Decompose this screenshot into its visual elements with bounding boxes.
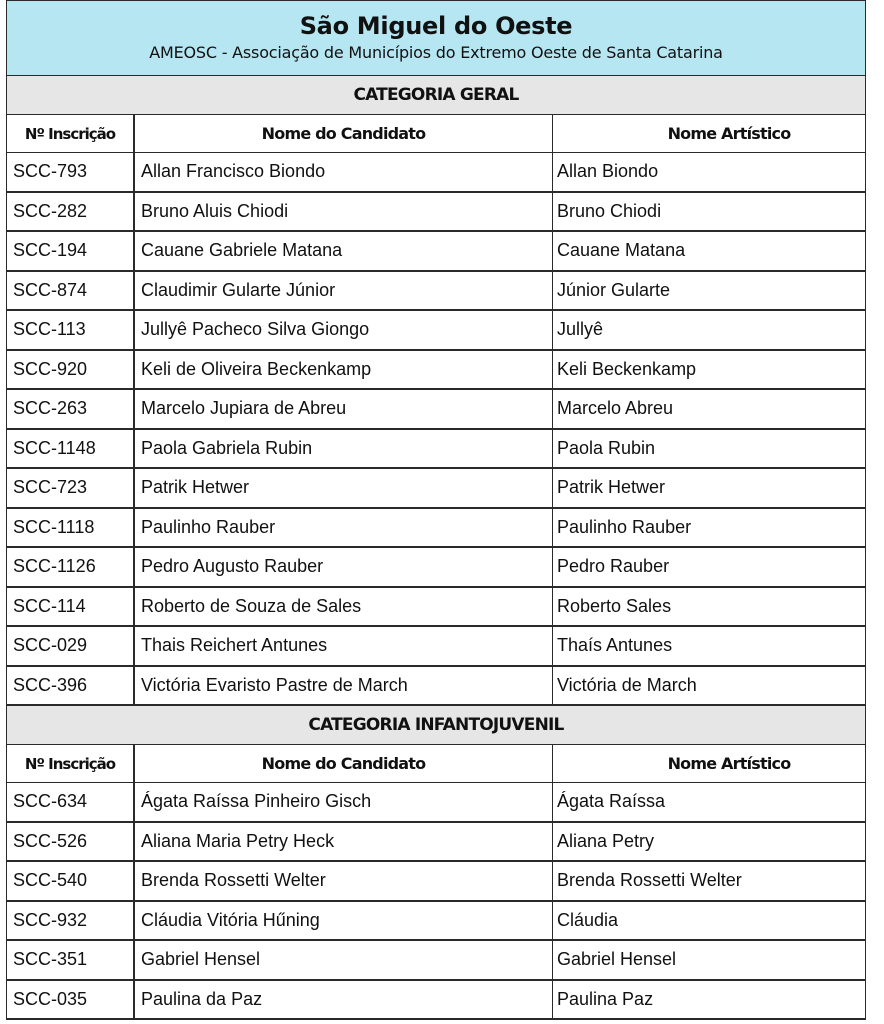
column-header-artistic-name: Nome Artístico: [667, 124, 791, 143]
page-title: São Miguel do Oeste: [299, 12, 573, 40]
column-header-candidate-name: Nome do Candidato: [135, 115, 553, 152]
artistic-name: Pedro Rauber: [557, 556, 670, 577]
registration-number: SCC-282: [7, 193, 135, 231]
table-row: [6, 430, 866, 470]
candidate-name: Thais Reichert Antunes: [135, 627, 553, 665]
artistic-name: Cláudia: [557, 909, 619, 930]
candidate-name: Aliana Maria Petry Heck: [135, 823, 553, 861]
artistic-name: Thaís Antunes: [557, 635, 673, 656]
artistic-name: Cauane Matana: [557, 240, 686, 261]
category-heading: CATEGORIA INFANTOJUVENIL: [6, 706, 866, 745]
registration-number: SCC-113: [7, 311, 135, 349]
table-header-row: [6, 745, 866, 783]
registration-number: SCC-526: [7, 823, 135, 861]
candidate-name: Paulinho Rauber: [135, 509, 553, 547]
table-row: [6, 902, 866, 942]
registration-number: SCC-029: [7, 627, 135, 665]
candidate-name: Cauane Gabriele Matana: [135, 232, 553, 270]
candidate-name: Claudimir Gularte Júnior: [135, 272, 553, 310]
table-row: [6, 193, 866, 233]
column-header-registration: Nº Inscrição: [7, 115, 135, 152]
table-row: [6, 588, 866, 628]
candidate-list-document: [6, 0, 866, 1020]
artistic-name: Keli Beckenkamp: [557, 358, 697, 379]
registration-number: SCC-932: [7, 902, 135, 940]
table-row: [6, 627, 866, 667]
table-row: [6, 783, 866, 823]
registration-number: SCC-723: [7, 469, 135, 507]
registration-number: SCC-396: [7, 667, 135, 705]
artistic-name: Gabriel Hensel: [557, 949, 677, 970]
candidate-name: Paulina da Paz: [135, 981, 553, 1019]
candidate-name: Pedro Augusto Rauber: [135, 548, 553, 586]
artistic-name: Aliana Petry: [557, 830, 655, 851]
artistic-name: Júnior Gularte: [557, 279, 671, 300]
column-header-candidate-name: Nome do Candidato: [135, 745, 553, 782]
candidate-name: Keli de Oliveira Beckenkamp: [135, 351, 553, 389]
artistic-name: Allan Biondo: [557, 161, 659, 182]
artistic-name: Victória de March: [557, 674, 697, 695]
column-header-artistic-name: Nome Artístico: [667, 754, 791, 773]
registration-number: SCC-351: [7, 941, 135, 979]
artistic-name: Ágata Raíssa: [557, 791, 666, 812]
artistic-name: Bruno Chiodi: [557, 200, 662, 221]
table-row: [6, 941, 866, 981]
candidate-name: Victória Evaristo Pastre de March: [135, 667, 553, 705]
table-row: [6, 232, 866, 272]
table-row: [6, 469, 866, 509]
table-row: [6, 390, 866, 430]
candidate-name: Roberto de Souza de Sales: [135, 588, 553, 626]
table-row: [6, 981, 866, 1021]
artistic-name: Paulinho Rauber: [557, 516, 692, 537]
candidate-name: Brenda Rossetti Welter: [135, 862, 553, 900]
page-subtitle: AMEOSC - Associação de Municípios do Extremo Oeste de Santa Catarina: [149, 43, 723, 62]
artistic-name: Brenda Rossetti Welter: [557, 870, 742, 891]
candidate-name: Patrik Hetwer: [135, 469, 553, 507]
registration-number: SCC-874: [7, 272, 135, 310]
registration-number: SCC-1126: [7, 548, 135, 586]
artistic-name: Paola Rubin: [557, 437, 656, 458]
registration-number: SCC-035: [7, 981, 135, 1019]
candidate-name: Paola Gabriela Rubin: [135, 430, 553, 468]
table-row: [6, 548, 866, 588]
artistic-name: Jullyê: [557, 319, 604, 340]
registration-number: SCC-634: [7, 783, 135, 821]
table-row: [6, 823, 866, 863]
registration-number: SCC-1148: [7, 430, 135, 468]
artistic-name: Paulina Paz: [557, 988, 654, 1009]
table-row: [6, 311, 866, 351]
candidate-name: Ágata Raíssa Pinheiro Gisch: [135, 783, 553, 821]
candidate-name: Gabriel Hensel: [135, 941, 553, 979]
category-heading: CATEGORIA GERAL: [6, 76, 866, 115]
table-row: [6, 509, 866, 549]
candidate-name: Jullyê Pacheco Silva Giongo: [135, 311, 553, 349]
table-row: [6, 667, 866, 707]
registration-number: SCC-1118: [7, 509, 135, 547]
table-row: [6, 862, 866, 902]
category-tables: [6, 76, 866, 1020]
candidate-name: Allan Francisco Biondo: [135, 153, 553, 191]
registration-number: SCC-920: [7, 351, 135, 389]
table-row: [6, 351, 866, 391]
table-row: [6, 272, 866, 312]
candidate-name: Cláudia Vitória Hűning: [135, 902, 553, 940]
registration-number: SCC-793: [7, 153, 135, 191]
table-header-row: [6, 115, 866, 153]
artistic-name: Marcelo Abreu: [557, 398, 674, 419]
column-header-registration: Nº Inscrição: [7, 745, 135, 782]
candidate-name: Bruno Aluis Chiodi: [135, 193, 553, 231]
title-box: [6, 0, 866, 76]
registration-number: SCC-263: [7, 390, 135, 428]
candidate-name: Marcelo Jupiara de Abreu: [135, 390, 553, 428]
registration-number: SCC-114: [7, 588, 135, 626]
artistic-name: Patrik Hetwer: [557, 477, 666, 498]
registration-number: SCC-194: [7, 232, 135, 270]
artistic-name: Roberto Sales: [557, 595, 672, 616]
table-row: [6, 153, 866, 193]
registration-number: SCC-540: [7, 862, 135, 900]
